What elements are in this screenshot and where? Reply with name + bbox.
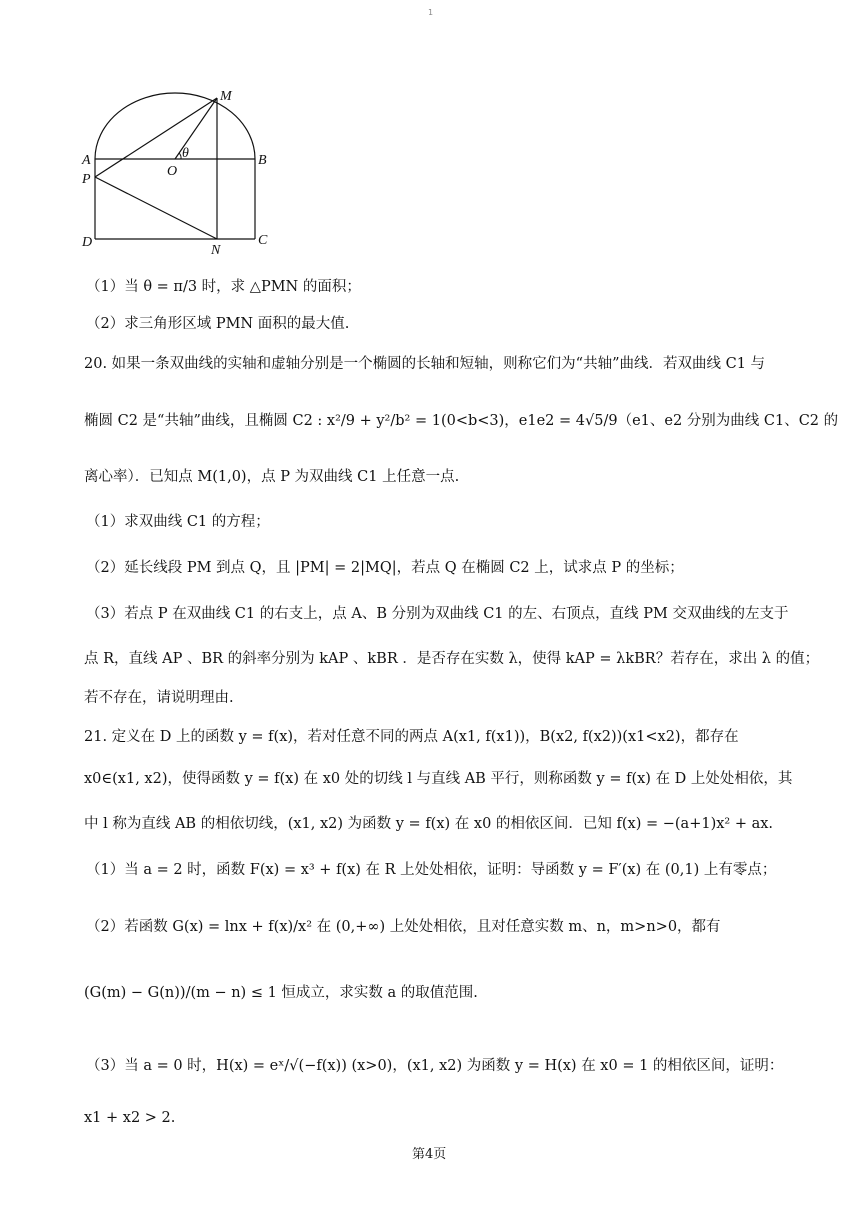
q19-part1: （1）当 θ = π/3 时，求 △PMN 的面积； xyxy=(86,279,361,295)
q21-part3-line2: x1 + x2 > 2. xyxy=(84,1110,176,1126)
q20-intro-line3: 离心率）．已知点 M(1,0)，点 P 为双曲线 C1 上任意一点. xyxy=(84,469,460,485)
label-b: B xyxy=(258,153,267,168)
q21-intro-line2: x0∈(x1, x2)，使得函数 y = f(x) 在 x0 处的切线 l 与直线 AB 平行，则称函数 y = f(x) 在 D 上处处相依，其 xyxy=(84,771,793,787)
page-marker: 1 xyxy=(428,8,434,17)
q20-intro-line1: 20. 如果一条双曲线的实轴和虚轴分别是一个椭圆的长轴和短轴，则称它们为“共轴”曲线．若双曲线 C1 与 xyxy=(84,356,766,372)
label-theta: θ xyxy=(182,146,189,161)
q20-part1: （1）求双曲线 C1 的方程； xyxy=(86,514,270,530)
q21-intro-line1: 21. 定义在 D 上的函数 y = f(x)，若对任意不同的两点 A(x1, f(x1))，B(x2, f(x2))(x1<x2)，都存在 xyxy=(84,729,739,745)
q20-intro-line2: 椭圆 C2 是“共轴”曲线，且椭圆 C2 : x²/9 + y²/b² = 1(0<b<3)，e1e2 = 4√5/9（e1、e2 分别为曲线 C1、C2 的 xyxy=(84,413,839,429)
q21-part2-line1: （2）若函数 G(x) = lnx + f(x)/x² 在 (0,+∞) 上处处相依，且对任意实数 m、n，m>n>0，都有 xyxy=(86,919,721,935)
line-pn xyxy=(95,177,217,239)
q21-part1: （1）当 a = 2 时，函数 F(x) = x³ + f(x) 在 R 上处处相依，证明：导函数 y = F′(x) 在 (0,1) 上有零点； xyxy=(86,862,777,878)
q20-part3-line1: （3）若点 P 在双曲线 C1 的右支上，点 A、B 分别为双曲线 C1 的左、右顶点，直线 PM 交双曲线的左支于 xyxy=(86,606,789,622)
q20-part3-line2: 点 R，直线 AP 、BR 的斜率分别为 kAP 、kBR ．是否存在实数 λ，使得 kAP = λkBR？若存在，求出 λ 的值； xyxy=(84,651,820,667)
label-d: D xyxy=(82,235,93,250)
label-n: N xyxy=(211,243,221,256)
theta-arc xyxy=(179,153,181,159)
label-m: M xyxy=(220,89,232,104)
page-footer: 第4页 xyxy=(412,1147,447,1162)
label-p: P xyxy=(82,172,91,187)
q20-part2: （2）延长线段 PM 到点 Q，且 |PM| = 2|MQ|，若点 Q 在椭圆 C2 上，试求点 P 的坐标； xyxy=(86,560,684,576)
geometry-figure xyxy=(78,84,278,256)
label-c: C xyxy=(258,233,268,248)
q19-part2: （2）求三角形区域 PMN 面积的最大值. xyxy=(86,316,350,332)
q21-intro-line3: 中 l 称为直线 AB 的相依切线，(x1, x2) 为函数 y = f(x) 在 x0 的相依区间．已知 f(x) = −(a+1)x² + ax. xyxy=(84,816,774,832)
label-a: A xyxy=(82,153,91,168)
q20-part3-line3: 若不存在，请说明理由. xyxy=(84,690,234,706)
q21-part3-line1: （3）当 a = 0 时，H(x) = eˣ/√(−f(x)) (x>0)，(x1, x2) 为函数 y = H(x) 在 x0 = 1 的相依区间，证明： xyxy=(86,1058,784,1074)
q21-part2-line2: (G(m) − G(n))/(m − n) ≤ 1 恒成立，求实数 a 的取值范围. xyxy=(84,985,478,1001)
label-o: O xyxy=(167,164,178,179)
line-pm xyxy=(95,98,217,177)
